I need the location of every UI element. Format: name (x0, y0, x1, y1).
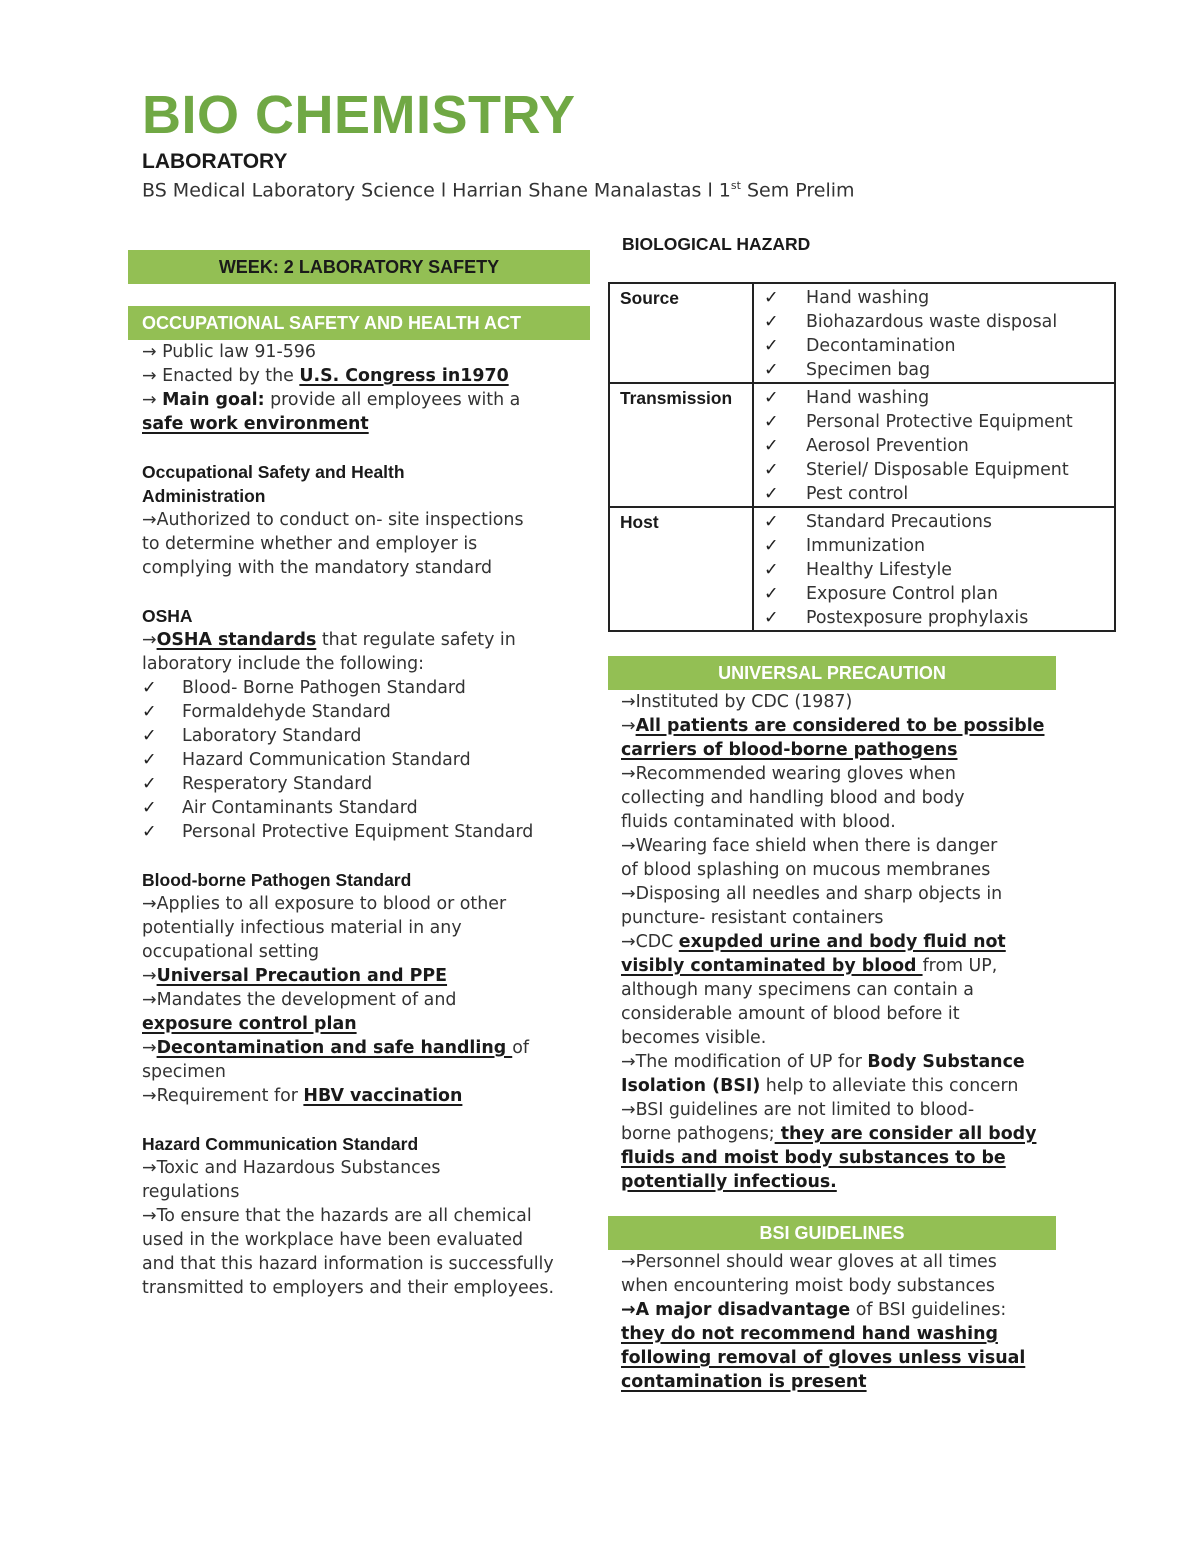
underlined-text: Universal Precaution and PPE (156, 966, 448, 986)
checkmark-icon: ✓ (764, 288, 779, 308)
act-line (142, 412, 590, 436)
list-item (764, 286, 1104, 310)
text: → Enacted by the (142, 366, 300, 386)
list-item (764, 310, 1104, 334)
text: →Requirement for (142, 1086, 304, 1106)
up-line: of blood splashing on mucous membranes (621, 860, 991, 880)
underlined-text: they do not recommend hand washing (621, 1324, 998, 1344)
biological-hazard-heading: BIOLOGICAL HAZARD (622, 234, 811, 254)
hcs-line: →To ensure that the hazards are all chemical (142, 1206, 532, 1226)
list-item (764, 606, 1104, 630)
osha-admin-heading: Occupational Safety and Health (142, 462, 405, 482)
list-item-text: Aerosol Prevention (806, 436, 969, 456)
checkmark-icon: ✓ (142, 798, 157, 818)
underlined-text: carriers of blood-borne pathogens (621, 740, 958, 760)
list-item (764, 334, 1104, 358)
bbp-line: specimen (142, 1062, 226, 1082)
up-line: →Instituted by CDC (1987) (621, 692, 853, 712)
text: from UP, (922, 956, 998, 976)
list-item (142, 724, 590, 748)
underlined-text: visibly contaminated by blood (621, 956, 923, 976)
text: help to alleviate this concern (760, 1076, 1019, 1096)
hcs-line: used in the workplace have been evaluated (142, 1230, 524, 1250)
underlined-text: following removal of gloves unless visual (621, 1348, 1026, 1368)
list-item (142, 700, 590, 724)
underlined-text: All patients are considered to be possible (635, 716, 1045, 736)
osha-line (142, 628, 590, 652)
text: → (142, 390, 163, 410)
up-line: →Wearing face shield when there is danger (621, 836, 998, 856)
text: borne pathogens; (621, 1124, 775, 1144)
list-item (142, 796, 590, 820)
list-item (764, 386, 1104, 410)
checkmark-icon: ✓ (764, 436, 779, 456)
bsi-line: →Personnel should wear gloves at all times (621, 1252, 997, 1272)
list-item (764, 434, 1104, 458)
checkmark-icon: ✓ (142, 678, 157, 698)
bbp-line (142, 1036, 590, 1060)
list-item-text: Steriel/ Disposable Equipment (806, 460, 1069, 480)
osha-admin-line: →Authorized to conduct on- site inspections (142, 510, 524, 530)
list-item (764, 358, 1104, 382)
osha-heading: OSHA (142, 606, 193, 626)
byline-superscript: st (730, 179, 741, 192)
list-item (142, 676, 590, 700)
osha-admin-line: complying with the mandatory standard (142, 558, 493, 578)
checkmark-icon: ✓ (764, 560, 779, 580)
text: → (621, 716, 636, 736)
osha-admin-heading: Administration (142, 486, 266, 506)
underlined-text: fluids and moist body substances to be (621, 1148, 1006, 1168)
act-line: → Public law 91-596 (142, 342, 316, 362)
list-item-text: Healthy Lifestyle (806, 560, 952, 580)
up-line: fluids contaminated with blood. (621, 812, 896, 832)
bsi-line (621, 1322, 1128, 1346)
up-line (621, 1170, 1128, 1194)
list-item-text: Immunization (806, 536, 925, 556)
bbp-line (142, 964, 590, 988)
underlined-text: safe work environment (142, 414, 369, 434)
hcs-line: →Toxic and Hazardous Substances (142, 1158, 441, 1178)
bsi-line (621, 1298, 1128, 1322)
up-line (621, 1146, 1128, 1170)
checkmark-icon: ✓ (764, 360, 779, 380)
row-label: Source (609, 283, 753, 383)
universal-precaution-banner: UNIVERSAL PRECAUTION (608, 656, 1056, 690)
act-line (142, 388, 590, 412)
universal-precaution-section (608, 690, 1128, 1194)
up-line (621, 1122, 1128, 1146)
list-item (142, 772, 590, 796)
list-item-text: Standard Precautions (806, 512, 992, 532)
osha-act-banner: OCCUPATIONAL SAFETY AND HEALTH ACT (128, 306, 590, 340)
up-line (621, 954, 1128, 978)
text: of BSI guidelines: (850, 1300, 1007, 1320)
list-item-text: Postexposure prophylaxis (806, 608, 1029, 628)
underlined-text: exupded urine and body fluid not (678, 932, 1006, 952)
text: → (142, 966, 157, 986)
document-subtitle: LABORATORY (142, 150, 288, 173)
up-line: →Recommended wearing gloves when (621, 764, 956, 784)
list-item-text: Formaldehyde Standard (182, 702, 391, 722)
list-item-text: Hazard Communication Standard (182, 750, 471, 770)
up-line: although many specimens can contain a (621, 980, 974, 1000)
row-label: Host (609, 507, 753, 631)
list-item-text: Laboratory Standard (182, 726, 362, 746)
right-column (608, 232, 1128, 1394)
list-item-text: Decontamination (806, 336, 956, 356)
byline-text: BS Medical Laboratory Science l Harrian Shane Manalastas l 1 (142, 179, 731, 202)
list-item-text: Personal Protective Equipment (806, 412, 1073, 432)
up-line (621, 738, 1128, 762)
checkmark-icon: ✓ (764, 512, 779, 532)
list-item (764, 558, 1104, 582)
text: provide all employees with a (264, 390, 521, 410)
bold-text: Body Substance (867, 1052, 1025, 1072)
bbp-line (142, 1084, 590, 1108)
text: → (142, 1038, 157, 1058)
up-line (621, 1050, 1128, 1074)
checkmark-icon: ✓ (142, 822, 157, 842)
checkmark-icon: ✓ (142, 774, 157, 794)
biological-hazard-table (608, 282, 1116, 632)
underlined-text: Decontamination and safe handling (156, 1038, 513, 1058)
bsi-guidelines-banner: BSI GUIDELINES (608, 1216, 1056, 1250)
document-title: BIO CHEMISTRY (142, 85, 576, 145)
list-item-text: Hand washing (806, 288, 930, 308)
up-line: →BSI guidelines are not limited to blood- (621, 1100, 975, 1120)
checkmark-icon: ✓ (764, 460, 779, 480)
list-item (142, 748, 590, 772)
bsi-line (621, 1346, 1128, 1370)
underlined-text: HBV vaccination (303, 1086, 463, 1106)
list-item-text: Exposure Control plan (806, 584, 998, 604)
osha-admin-line: to determine whether and employer is (142, 534, 478, 554)
checkmark-icon: ✓ (142, 702, 157, 722)
checkmark-icon: ✓ (764, 336, 779, 356)
underlined-text: contamination is present (621, 1372, 867, 1392)
up-line (621, 1074, 1128, 1098)
checkmark-icon: ✓ (764, 484, 779, 504)
bsi-line (621, 1370, 1128, 1394)
row-items (753, 507, 1115, 631)
list-item (764, 458, 1104, 482)
list-item-text: Resperatory Standard (182, 774, 373, 794)
bbp-line (142, 1012, 590, 1036)
checkmark-icon: ✓ (142, 726, 157, 746)
bold-text: →A major disadvantage (621, 1300, 851, 1320)
hcs-line: and that this hazard information is successfully (142, 1254, 554, 1274)
up-line: →Disposing all needles and sharp objects in (621, 884, 1003, 904)
text: → (142, 630, 157, 650)
left-column (128, 250, 590, 1300)
bbp-line: potentially infectious material in any (142, 918, 462, 938)
list-item-text: Hand washing (806, 388, 930, 408)
byline-end: Sem Prelim (740, 179, 855, 202)
checkmark-icon: ✓ (764, 584, 779, 604)
bold-text: Isolation (BSI) (621, 1076, 761, 1096)
bbp-line: occupational setting (142, 942, 320, 962)
bbp-heading: Blood-borne Pathogen Standard (142, 870, 412, 890)
text: →CDC (621, 932, 679, 952)
up-line: puncture- resistant containers (621, 908, 884, 928)
bold-text: Main goal: (162, 390, 265, 410)
checkmark-icon: ✓ (764, 608, 779, 628)
checkmark-icon: ✓ (764, 388, 779, 408)
table-row (609, 283, 1115, 383)
list-item (764, 582, 1104, 606)
underlined-text: U.S. Congress in1970 (299, 366, 509, 386)
hcs-line: transmitted to employers and their employees. (142, 1278, 554, 1298)
row-label: Transmission (609, 383, 753, 507)
bbp-line: →Mandates the development of and (142, 990, 457, 1010)
row-items (753, 283, 1115, 383)
list-item-text: Air Contaminants Standard (182, 798, 418, 818)
act-line (142, 364, 590, 388)
list-item-text: Personal Protective Equipment Standard (182, 822, 534, 842)
bsi-line: when encountering moist body substances (621, 1276, 995, 1296)
list-item (142, 820, 590, 844)
checkmark-icon: ✓ (764, 536, 779, 556)
list-item-text: Specimen bag (806, 360, 931, 380)
week-banner: WEEK: 2 LABORATORY SAFETY (128, 250, 590, 284)
osha-act-section (128, 340, 590, 1300)
up-line: considerable amount of blood before it (621, 1004, 960, 1024)
list-item (764, 510, 1104, 534)
row-items (753, 383, 1115, 507)
list-item (764, 482, 1104, 506)
list-item (764, 410, 1104, 434)
list-item (764, 534, 1104, 558)
underlined-text: they are consider all body (774, 1124, 1037, 1144)
table-row (609, 383, 1115, 507)
underlined-text: potentially infectious. (621, 1172, 837, 1192)
list-item-text: Blood- Borne Pathogen Standard (182, 678, 466, 698)
text: of (512, 1038, 529, 1058)
up-line (621, 930, 1128, 954)
table-row (609, 507, 1115, 631)
text: that regulate safety in (316, 630, 516, 650)
bbp-line: →Applies to all exposure to blood or other (142, 894, 507, 914)
underlined-text: exposure control plan (142, 1014, 357, 1034)
list-item-text: Biohazardous waste disposal (806, 312, 1058, 332)
hcs-line: regulations (142, 1182, 240, 1202)
list-item-text: Pest control (806, 484, 909, 504)
osha-standards-list (142, 676, 590, 844)
checkmark-icon: ✓ (764, 412, 779, 432)
hcs-heading: Hazard Communication Standard (142, 1134, 419, 1154)
up-line: collecting and handling blood and body (621, 788, 965, 808)
byline (142, 179, 855, 201)
text: →The modification of UP for (621, 1052, 868, 1072)
up-line: becomes visible. (621, 1028, 767, 1048)
up-line (621, 714, 1128, 738)
osha-line: laboratory include the following: (142, 654, 425, 674)
checkmark-icon: ✓ (764, 312, 779, 332)
underlined-text: OSHA standards (156, 630, 317, 650)
bsi-guidelines-section (608, 1250, 1128, 1394)
checkmark-icon: ✓ (142, 750, 157, 770)
